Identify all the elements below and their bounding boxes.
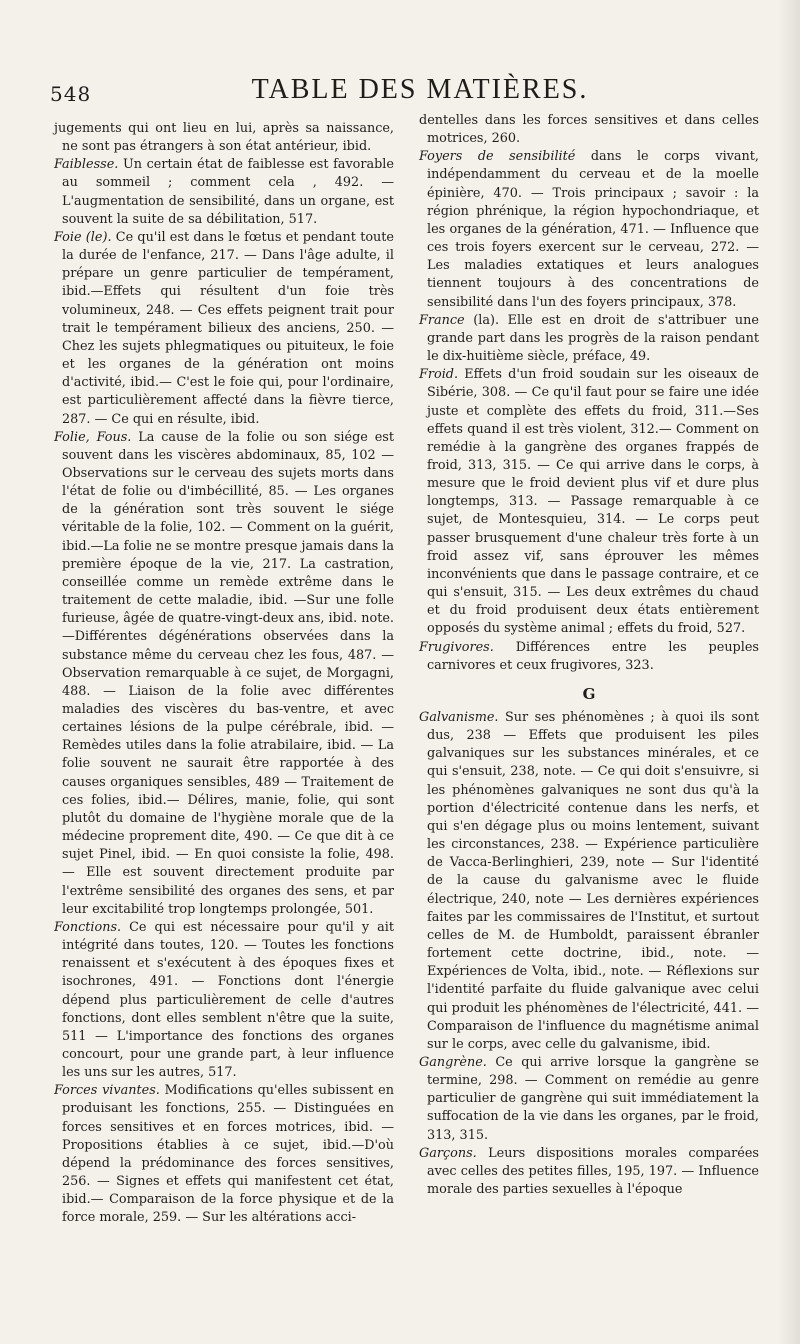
entry-text: Leurs dispositions morales comparées avec celles des petites filles, 195, 197. — Influence morale des parties sexuelles à l'époque <box>427 1145 759 1198</box>
entry-text: Sur ses phénomènes ; à quoi ils sont dus, 238 — Effets que produisent les piles galvaniques sur les substances minérales, et ce qui s'ensuit, 238, note. — Ce qui doit s'ensuivre, si les phénomènes galvaniques ne sont dus qu'à la portion d'électricité contenue dans les nerfs, et qui s'en dégage plus ou moins lentement, suivant les circonstances, 238. — Expérience particulière de Vacca-Berlinghieri, 239, note — Sur l'identité de la cause du galvanisme avec le fluide électrique, 240, note — Les dernières expériences faites par les commissaires de l'Institut, et surtout celles de M. de Humboldt, paraissent ébranler fortement cette doctrine, ibid., note. — Expériences de Volta, ibid., note. — Réflexions sur l'identité parfaite du fluide galvanique avec celui qui produit les phénomènes de l'électricité, 441. — Comparaison de l'influence du magnétisme animal sur le corps, avec celle du galvanisme, ibid. <box>427 710 759 1052</box>
entry-text: La cause de la folie ou son siége est souvent dans les viscères abdominaux, 85, 102 — Observations sur le cerveau des sujets morts dans l'état de folie ou d'imbécillité, 85. — Les organes de la génération sont très souvent le siége véritable de la folie, 102. — Comment on la guérit, ibid.—La folie ne se montre presque jamais dans la première époque de la vie, 217. La castration, conseillée comme un remède extrême dans le traitement de cette maladie, ibid. —Sur une folle furieuse, âgée de quatre-vingt-deux ans, ibid. note.—Différentes dégénérations observées dans la substance même du cerveau chez les fous, 487. — Observation remarquable à ce sujet, de Morgagni, 488. — Liaison de la folie avec différentes maladies des viscères du bas-ventre, et avec certaines lésions de la pulpe cérébrale, ibid. — Remèdes utiles dans la folie atrabilaire, ibid. — La folie souvent ne saurait être rapportée à des causes organiques sensibles, 489 — Traitement de ces folies, ibid.— Délires, manie, folie, qui sont plutôt du domaine de l'hygiène morale que de la médecine proprement dite, 490. — Ce que dit à ce sujet Pinel, ibid. — En quoi consiste la folie, 498. — Elle est souvent directement produite par l'extrême sensibilité des organes des sens, et par leur excitabilité trop longtemps prolongée, 501. <box>62 429 395 917</box>
entry-text: Différences entre les peuples carnivores et ceux frugivores, 323. <box>427 639 759 673</box>
index-entry <box>419 1145 759 1199</box>
entry-text: Ce qui est nécessaire pour qu'il y ait intégrité dans toutes, 120. — Toutes les fonctions renaissent et s'exécutent à des époques fixes et isochrones, 491. — Fonctions dont l'énergie dépend plus particulièrement de celle d'autres fonctions, dont elles semblent n'être que la suite, 511 — L'importance des fonctions des organes concourt, pour une grande part, à leur influence les uns sur les autres, 517. <box>62 919 394 1081</box>
entry-headword: Fonctions. <box>54 919 122 935</box>
entry-headword: Gangrène. <box>419 1054 487 1070</box>
entry-text: Un certain état de faiblesse est favorable au sommeil ; comment cela , 492. — L'augmentation de sensibilité, dans un organe, est souvent la suite de sa débilitation, 517. <box>62 157 394 227</box>
index-entry <box>54 229 394 429</box>
running-title: TABLE DES MATIÈRES. <box>251 74 589 105</box>
page-header <box>50 72 750 112</box>
index-entry <box>419 1054 759 1145</box>
page-edge-shadow <box>778 0 800 1344</box>
page-number: 548 <box>50 82 92 106</box>
index-entry <box>54 120 394 156</box>
index-entry <box>419 366 759 638</box>
index-entry <box>54 919 394 1082</box>
entry-headword: Frugivores. <box>419 639 494 655</box>
index-entry <box>54 156 394 229</box>
entry-headword: Galvanisme. <box>419 710 499 725</box>
entry-headword: Garçons. <box>419 1145 477 1161</box>
entry-text: Effets d'un froid soudain sur les oiseaux de Sibérie, 308. — Ce qu'il faut pour se faire une idée juste et complète des effets du froid, 311.—Ses effets quand il est très violent, 312.— Comment on remédie à la gangrène des organes frappés de froid, 313, 315. — Ce qui arrive dans le corps, à mesure que le froid devient plus vif et dure plus longtemps, 313. — Passage remarquable à ce sujet, de Montesquieu, 314. — Le corps peut passer brusquement d'une chaleur très forte à un froid assez vif, sans éprouver les mêmes inconvénients que dans le passage contraire, et ce qui s'ensuit, 315. — Les deux extrêmes du chaud et du froid produisent deux états entièrement opposés du système animal ; effets du froid, 527. <box>427 367 759 637</box>
entry-text: jugements qui ont lieu en lui, après sa naissance, ne sont pas étrangers à son état antérieur, ibid. <box>54 121 394 155</box>
index-entry <box>419 148 759 311</box>
entry-headword: Froid. <box>419 367 459 383</box>
entry-headword: Foyers de sensibilité <box>419 149 576 165</box>
index-entry <box>419 639 759 675</box>
left-column <box>54 120 394 1228</box>
entry-headword: France <box>419 312 465 328</box>
index-entry <box>419 112 759 148</box>
index-entry <box>54 429 394 919</box>
index-entry <box>54 1082 394 1227</box>
entry-headword: Foie (le). <box>54 229 112 245</box>
entry-text: Ce qui arrive lorsque la gangrène se termine, 298. — Comment on remédie au genre particulier de gangrène qui suit immédiatement la suffocation de la vie dans les organes, par le froid, 313, 315. <box>427 1054 759 1143</box>
entry-text: dans le corps vivant, indépendamment du cerveau et de la moelle épinière, 470. — Trois principaux ; savoir : la région phrénique, la région hypochondriaque, et les organes de la génération, 471. — Influence que ces trois foyers exercent sur le cerveau, 272. — Les maladies extatiques et leurs analogues tiennent toujours à des concentrations de sensibilité dans l'un des foyers principaux, 378. <box>427 149 759 310</box>
entry-text: Ce qu'il est dans le fœtus et pendant toute la durée de l'enfance, 217. — Dans l'âge adulte, il prépare un genre particulier de tempérament, ibid.—Effets qui résultent d'un foie très volumineux, 248. — Ces effets peignent trait pour trait le tempérament bilieux des anciens, 250. — Chez les sujets phlegmatiques ou pituiteux, le foie et les organes de la génération ont moins d'activité, ibid.— C'est le foie qui, pour l'ordinaire, est particulièrement affecté dans la fièvre tierce, 287. — Ce qui en résulte, ibid. <box>62 229 394 427</box>
entry-headword: Forces vivantes. <box>54 1083 160 1099</box>
section-letter: G <box>582 684 596 703</box>
index-entry <box>419 709 759 1054</box>
entry-text: Modifications qu'elles subissent en produisant les fonctions, 255. — Distinguées en forces sensitives et en forces motrices, ibid. — Propositions établies à ce sujet, ibid.—D'où dépend la prédominance des forces sensitives, 256. — Signes et effets qui manifestent cet état, ibid.— Comparaison de la force physique et de la force morale, 259. — Sur les altérations acci- <box>62 1083 394 1226</box>
entry-text: (la). Elle est en droit de s'attribuer une grande part dans les progrès de la raison pendant le dix-huitième siècle, préface, 49. <box>427 312 759 365</box>
entry-headword: Faiblesse. <box>54 157 119 173</box>
entry-headword: Folie, Fous. <box>54 429 132 445</box>
entry-text: dentelles dans les forces sensitives et dans celles motrices, 260. <box>419 113 759 147</box>
index-entry <box>419 312 759 366</box>
right-column <box>419 112 759 1199</box>
